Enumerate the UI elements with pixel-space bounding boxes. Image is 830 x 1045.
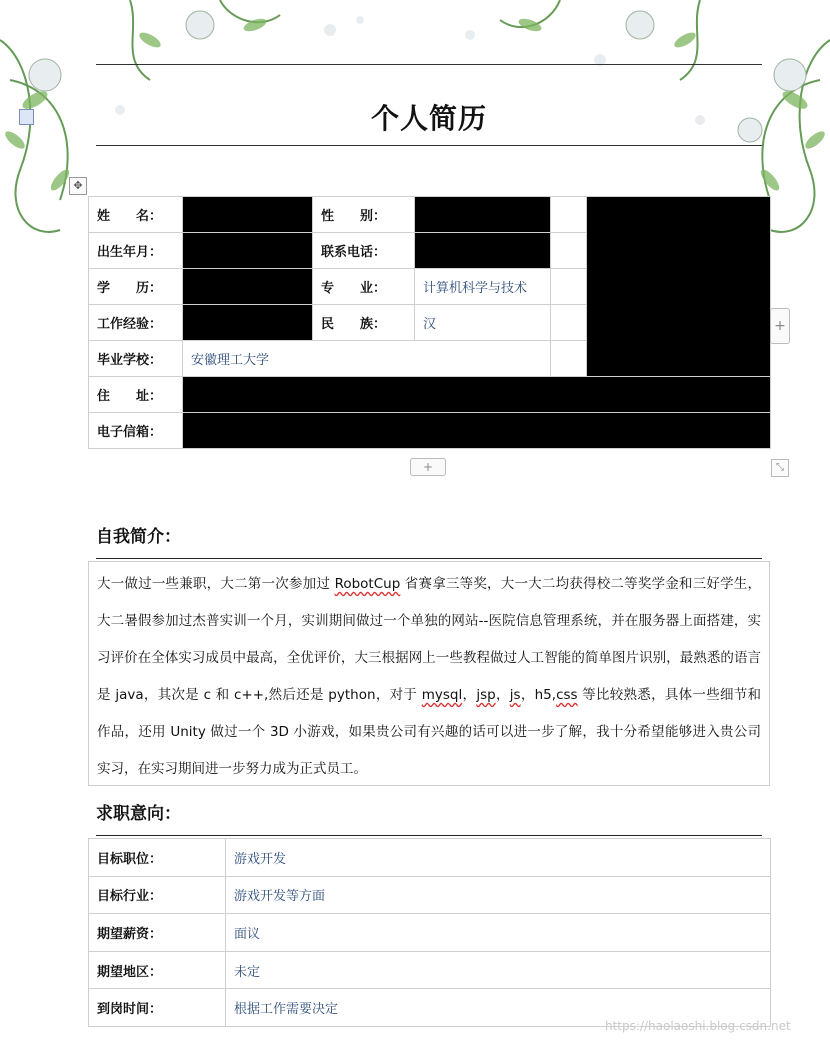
intro-text-part: ， bbox=[495, 687, 510, 703]
intro-rule bbox=[96, 558, 762, 559]
intro-text-part: RobotCup bbox=[334, 576, 401, 592]
phone-label: 联系电话： bbox=[313, 233, 415, 269]
education-label: 学 历： bbox=[89, 269, 183, 305]
address-label: 住 址： bbox=[89, 377, 183, 413]
education-value-redacted bbox=[183, 269, 313, 305]
job-intent-table bbox=[88, 838, 771, 1027]
intro-heading: 自我简介： bbox=[96, 527, 181, 547]
job-value: 游戏开发等方面 bbox=[226, 876, 771, 914]
intro-text-part: 等比较熟悉，具体一些细节和作品，还用 Unity 做过一个 3D 小游戏，如果贵公司有兴趣的话可以进一步了解，我十分希望能够进入贵公司实习，在实习期间进一步努力成为正式员工。 bbox=[97, 687, 762, 777]
watermark: https://haolaoshi.blog.csdn.net bbox=[605, 1019, 791, 1033]
intro-text-part: 省赛拿三等奖，大一大二均获得校二等奖学金和三好学生，大二暑假参加过杰普实训一个月，实训期间做过一个单独的网站--医院信息管理系统，并在服务器上面搭建，实习评价在全体实习成员中最高，全优评价，大三根据网上一些教程做过人工智能的简单图片识别，最熟悉的语言是 java，其次是 c 和 c++,然后还是 python，对于 bbox=[97, 576, 762, 703]
add-row-button[interactable]: + bbox=[410, 458, 446, 476]
job-heading: 求职意向： bbox=[96, 804, 181, 824]
birth-label: 出生年月： bbox=[89, 233, 183, 269]
job-value: 未定 bbox=[226, 951, 771, 989]
intro-text-part: js bbox=[509, 687, 521, 703]
name-value-redacted bbox=[183, 197, 313, 233]
school-value: 安徽理工大学 bbox=[183, 341, 551, 377]
intro-text-part: ， bbox=[462, 687, 477, 703]
job-label: 到岗时间： bbox=[89, 989, 226, 1027]
table-row bbox=[89, 839, 771, 877]
job-value: 面议 bbox=[226, 914, 771, 952]
intro-text bbox=[88, 561, 770, 786]
experience-label: 工作经验： bbox=[89, 305, 183, 341]
job-value: 根据工作需要决定 bbox=[226, 989, 771, 1027]
intro-text-part: jsp bbox=[476, 687, 496, 703]
email-value-redacted bbox=[183, 413, 771, 449]
ethnicity-label: 民 族： bbox=[313, 305, 415, 341]
add-column-button[interactable]: + bbox=[770, 308, 790, 344]
address-value-redacted bbox=[183, 377, 771, 413]
gender-label: 性 别： bbox=[313, 197, 415, 233]
name-label: 姓 名： bbox=[89, 197, 183, 233]
job-label: 目标职位： bbox=[89, 839, 226, 877]
empty-cell bbox=[551, 233, 587, 269]
table-resize-icon[interactable]: ⤡ bbox=[771, 459, 789, 477]
intro-text-part: 大一做过一些兼职，大二第一次参加过 bbox=[97, 576, 335, 592]
table-move-handle-icon[interactable]: ✥ bbox=[69, 177, 87, 195]
major-label: 专 业： bbox=[313, 269, 415, 305]
ethnicity-value: 汉 bbox=[415, 305, 551, 341]
major-value: 计算机科学与技术 bbox=[415, 269, 551, 305]
table-row bbox=[89, 197, 771, 233]
job-rule bbox=[96, 835, 762, 836]
title-rule-bottom bbox=[96, 145, 762, 146]
phone-value-redacted bbox=[415, 233, 551, 269]
table-row bbox=[89, 876, 771, 914]
empty-cell bbox=[551, 305, 587, 341]
birth-value-redacted bbox=[183, 233, 313, 269]
empty-cell bbox=[551, 197, 587, 233]
empty-cell bbox=[551, 341, 587, 377]
job-value: 游戏开发 bbox=[226, 839, 771, 877]
photo-redacted bbox=[587, 197, 771, 377]
intro-text-part: ，h5, bbox=[520, 687, 557, 703]
gender-value-redacted bbox=[415, 197, 551, 233]
table-row bbox=[89, 951, 771, 989]
table-row bbox=[89, 914, 771, 952]
intro-text-part: css bbox=[556, 687, 578, 703]
job-label: 期望地区： bbox=[89, 951, 226, 989]
email-label: 电子信箱： bbox=[89, 413, 183, 449]
page-title: 个人简历 bbox=[370, 102, 487, 135]
experience-value-redacted bbox=[183, 305, 313, 341]
intro-text-part: mysql bbox=[421, 687, 463, 703]
title-rule-top bbox=[96, 64, 762, 65]
empty-cell bbox=[551, 269, 587, 305]
school-label: 毕业学校： bbox=[89, 341, 183, 377]
personal-info-table bbox=[88, 196, 771, 449]
job-label: 期望薪资： bbox=[89, 914, 226, 952]
table-row bbox=[89, 377, 771, 413]
document-icon bbox=[19, 109, 34, 125]
job-label: 目标行业： bbox=[89, 876, 226, 914]
table-row bbox=[89, 413, 771, 449]
